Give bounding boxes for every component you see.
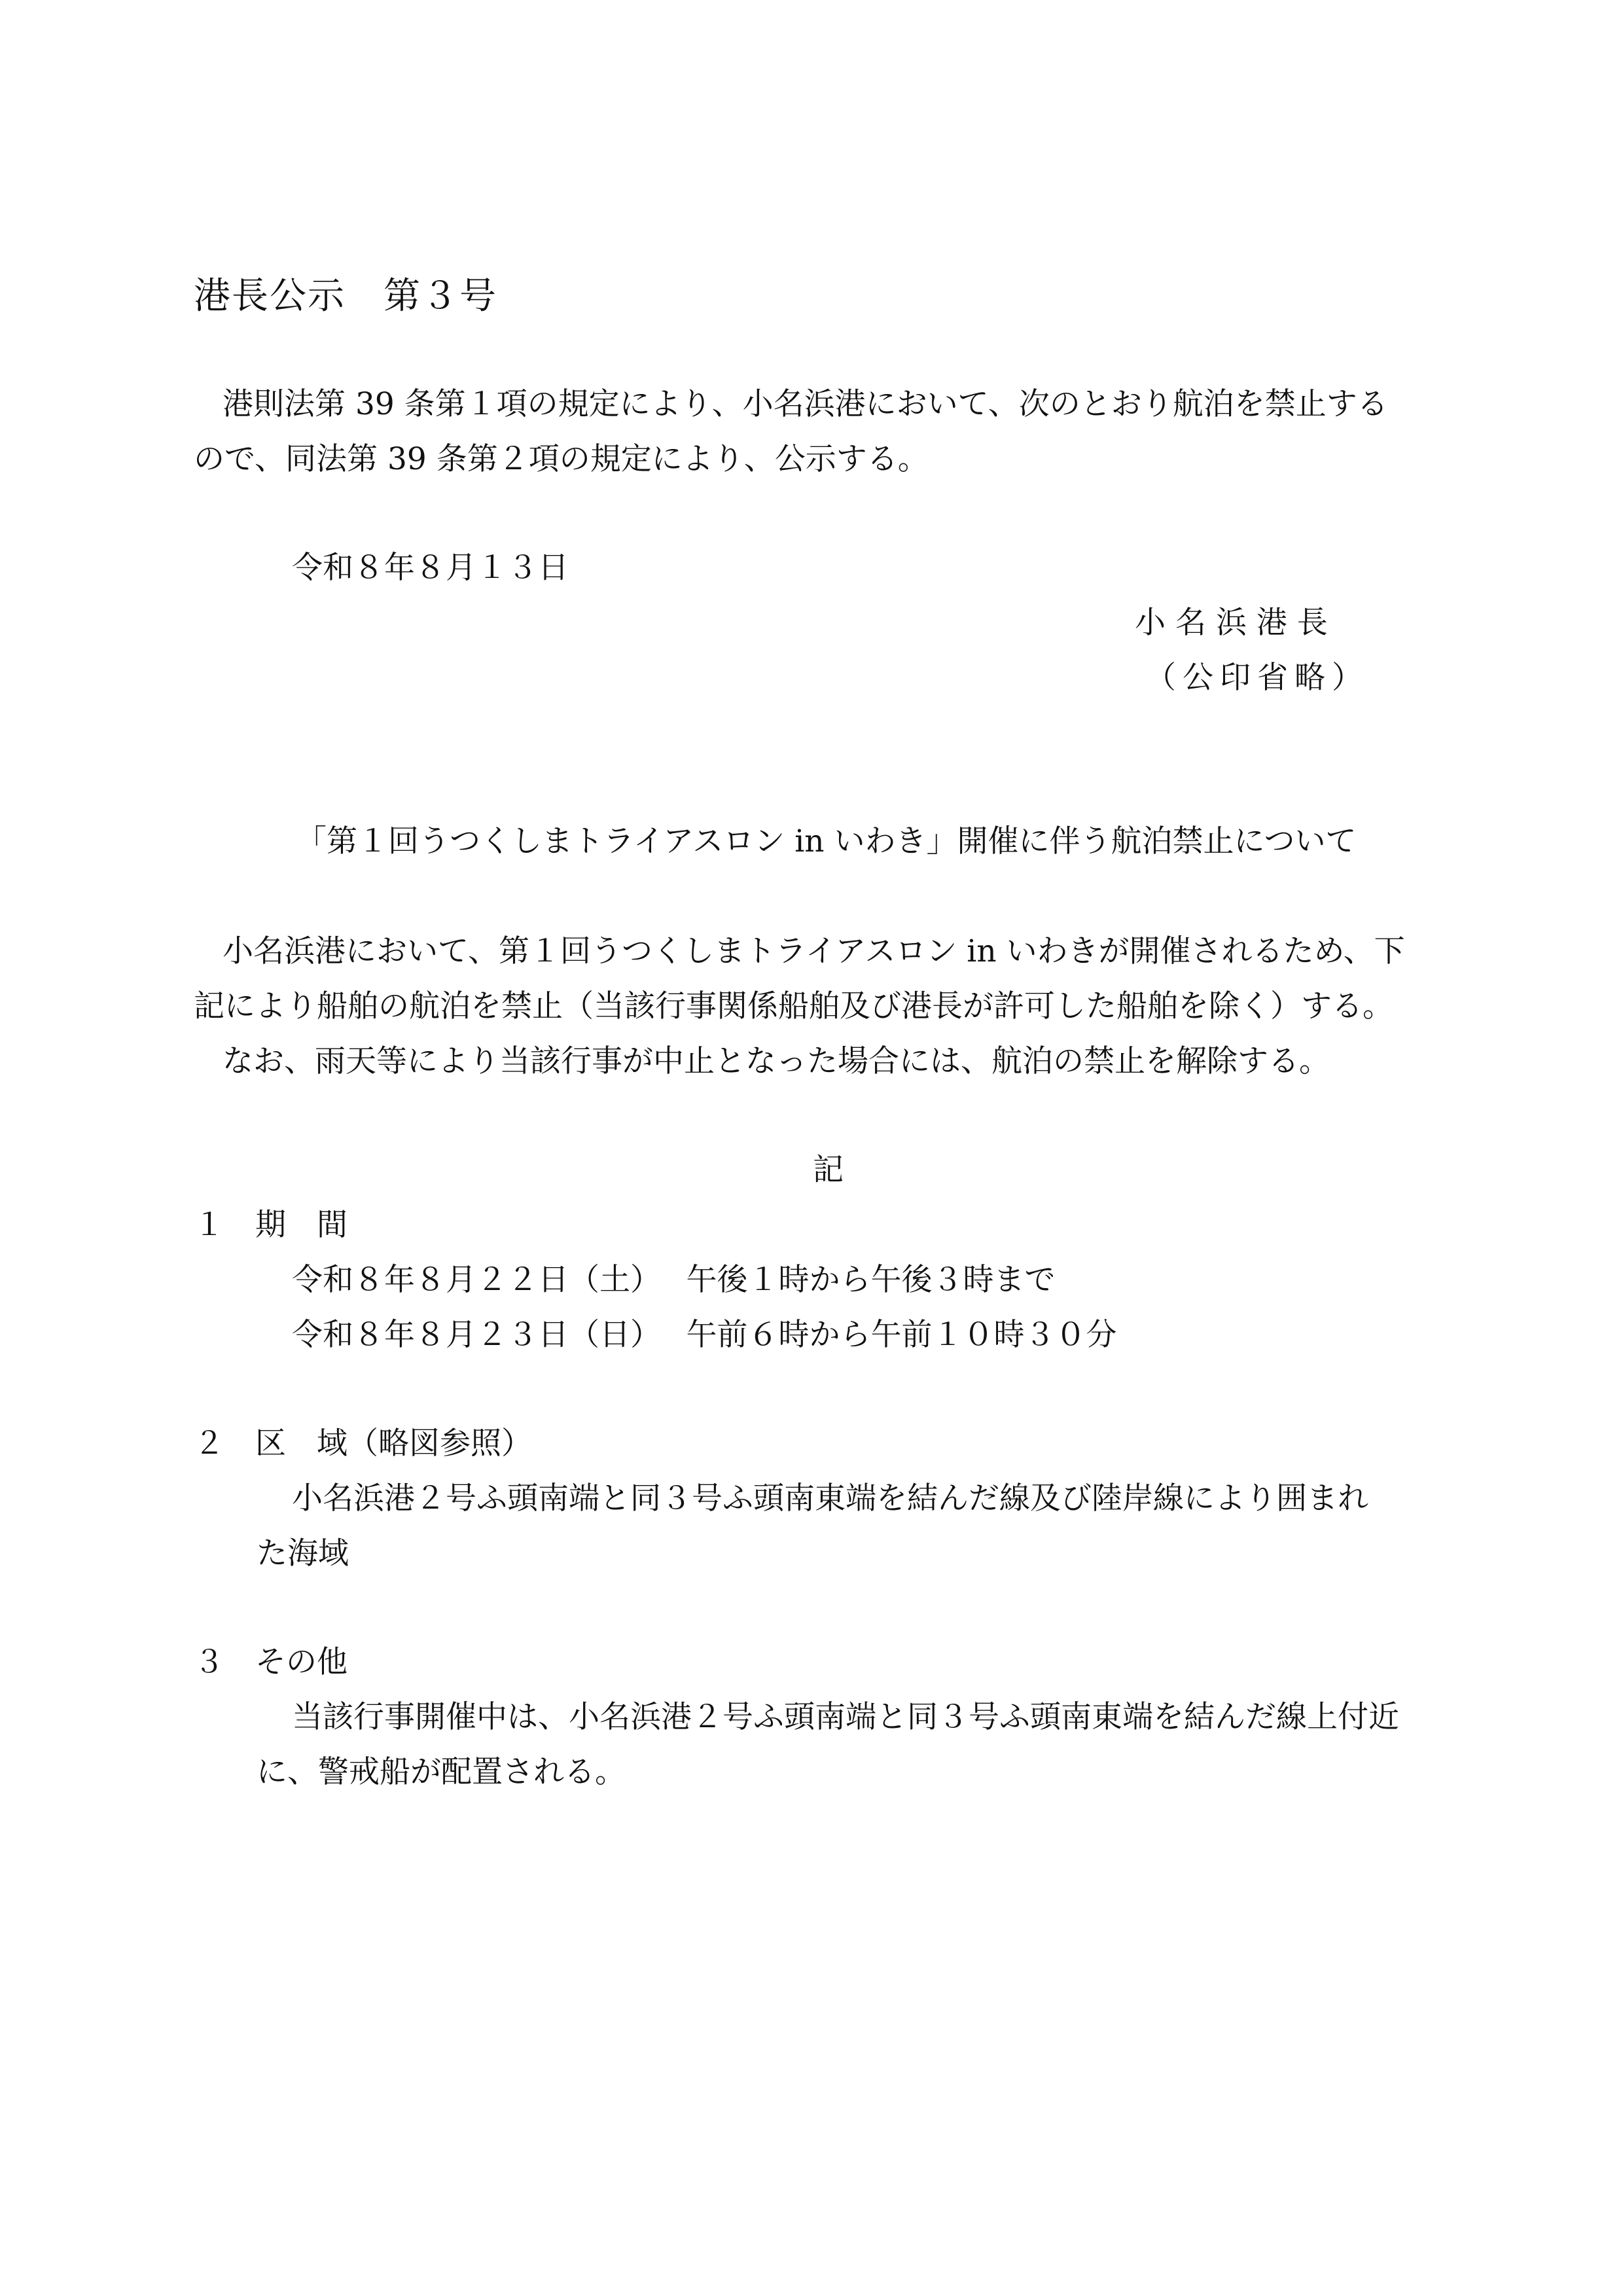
other-line-1: 当該行事開催中は、小名浜港２号ふ頭南端と同３号ふ頭南東端を結んだ線上付近 (292, 1699, 1399, 1735)
preamble-line-2: ので、同法第 39 条第２項の規定により、公示する。 (194, 441, 929, 477)
section-period-heading: １ 期 間 (194, 1207, 348, 1243)
ki-marker: 記 (813, 1152, 844, 1188)
section-other-heading: ３ その他 (194, 1644, 348, 1680)
body-line-2: 記により船舶の航泊を禁止（当該行事関係船舶及び港長が許可した船舶を除く）する。 (194, 988, 1393, 1024)
seal-omitted-note: （公印省略） (1145, 660, 1369, 696)
issuer-name: 小 名 浜 港 長 (1135, 605, 1328, 641)
notice-title: 港長公示 第３号 (194, 275, 497, 317)
subject-heading: 「第１回うつくしまトライアスロン in いわき」開催に伴う航泊禁止について (296, 823, 1357, 859)
body-line-1: 小名浜港において、第１回うつくしまトライアスロン in いわきが開催されるため、下 (223, 933, 1405, 969)
issue-date: 令和８年８月１３日 (292, 550, 569, 586)
other-line-2: に、警戒船が配置される。 (257, 1754, 626, 1790)
area-line-1: 小名浜港２号ふ頭南端と同３号ふ頭南東端を結んだ線及び陸岸線により囲まれ (292, 1480, 1368, 1516)
period-row-1: 令和８年８月２２日（土） 午後１時から午後３時まで (292, 1262, 1056, 1298)
preamble-line-1: 港則法第 39 条第１項の規定により、小名浜港において、次のとおり航泊を禁止する (223, 386, 1388, 422)
period-row-2: 令和８年８月２３日（日） 午前６時から午前１０時３０分 (292, 1317, 1117, 1353)
area-line-2: た海域 (257, 1535, 349, 1571)
section-area-heading: ２ 区 域（略図参照） (194, 1426, 532, 1462)
body-line-3: なお、雨天等により当該行事が中止となった場合には、航泊の禁止を解除する。 (223, 1043, 1330, 1079)
